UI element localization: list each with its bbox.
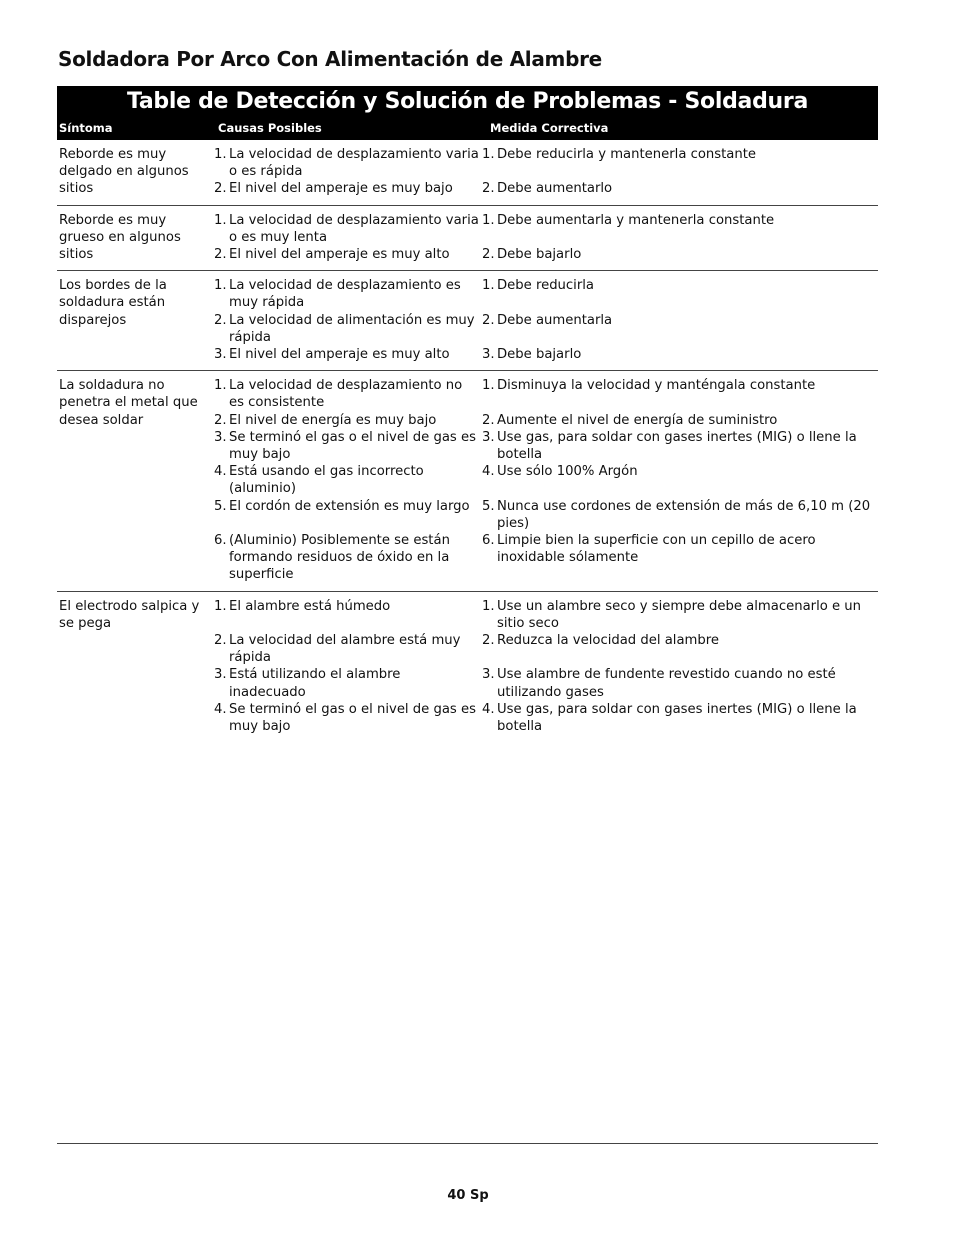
cause-text: La velocidad de desplazamiento varia o es rápida (229, 147, 479, 180)
table-body (57, 140, 878, 742)
table-banner (57, 86, 878, 140)
remedy-number: 4. (482, 701, 495, 717)
remedy-item (479, 463, 878, 497)
cause-number: 2. (214, 181, 227, 197)
cause-item (209, 346, 479, 363)
table-title: Table de Detección y Solución de Problemas - Soldadura (126, 89, 808, 114)
remedy-text: Aumente el nivel de energía de suministro (497, 412, 778, 428)
remedy-number: 1. (482, 378, 495, 394)
cause-text: El nivel de energía es muy bajo (229, 412, 437, 428)
remedy-item (479, 429, 878, 463)
cause-remedy-list (209, 277, 878, 363)
remedy-text: Use alambre de fundente revestido cuando no esté utilizando gases (497, 667, 836, 700)
table-row (57, 371, 878, 591)
remedy-text: Use un alambre seco y siempre debe almacenarlo e un sitio seco (497, 598, 862, 631)
cause-number: 1. (214, 278, 227, 294)
remedy-number: 2. (482, 181, 495, 197)
remedy-number: 5. (482, 498, 495, 514)
remedy-number: 1. (482, 278, 495, 294)
cause-remedy-pair (209, 180, 878, 197)
symptom-cell: La soldadura no penetra el metal que desea soldar (59, 378, 198, 428)
column-headers (57, 115, 878, 140)
cause-item (209, 277, 479, 311)
cause-text: La velocidad del alambre está muy rápida (229, 633, 461, 666)
page-heading: Soldadora Por Arco Con Alimentación de Alambre (58, 47, 602, 71)
cause-text: El nivel del amperaje es muy alto (229, 347, 450, 363)
remedy-item (479, 632, 878, 666)
remedy-item (479, 246, 878, 263)
cause-number: 2. (214, 312, 227, 328)
remedy-text: Debe aumentarla (497, 312, 613, 328)
footer-divider (57, 1143, 878, 1144)
cause-number: 4. (214, 464, 227, 480)
remedy-text: Debe aumentarlo (497, 181, 613, 197)
cause-remedy-list (209, 146, 878, 198)
remedy-text: Use gas, para soldar con gases inertes (MIG) o llene la botella (497, 429, 857, 463)
remedy-item (479, 498, 878, 532)
cause-item (209, 598, 479, 632)
remedy-number: 2. (482, 312, 495, 328)
cause-text: Se terminó el gas o el nivel de gas es muy bajo (229, 429, 476, 463)
cause-number: 6. (214, 533, 227, 549)
remedy-number: 1. (482, 598, 495, 614)
remedy-item (479, 180, 878, 197)
remedy-text: Disminuya la velocidad y manténgala constante (497, 378, 816, 394)
cause-remedy-pair (209, 666, 878, 700)
remedy-text: Debe reducirla y mantenerla constante (497, 147, 757, 162)
cause-remedy-list (209, 377, 878, 583)
cause-text: La velocidad de desplazamiento no es consistente (229, 378, 463, 411)
remedy-number: 6. (482, 533, 495, 549)
remedy-item (479, 277, 878, 311)
remedy-item (479, 412, 878, 429)
cause-item (209, 180, 479, 197)
cause-remedy-pair (209, 146, 878, 180)
remedy-number: 3. (482, 429, 495, 445)
cause-text: El alambre está húmedo (229, 598, 391, 614)
remedy-item (479, 377, 878, 411)
cause-item (209, 246, 479, 263)
symptom-cell: El electrodo salpica y se pega (59, 598, 200, 631)
cause-remedy-list (209, 212, 878, 264)
cause-number: 3. (214, 667, 227, 683)
cause-number: 5. (214, 498, 227, 514)
remedy-text: Debe aumentarla y mantenerla constante (497, 212, 775, 228)
cause-text: El nivel del amperaje es muy alto (229, 247, 450, 263)
symptom-cell: Reborde es muy delgado en algunos sitios (59, 147, 189, 197)
header-causes: Causas Posibles (218, 120, 322, 135)
cause-item (209, 312, 479, 346)
remedy-text: Use gas, para soldar con gases inertes (MIG) o llene la botella (497, 701, 857, 735)
cause-text: Está utilizando el alambre inadecuado (229, 667, 401, 700)
symptom-cell: Reborde es muy grueso en algunos sitios (59, 212, 181, 263)
cause-remedy-pair (209, 212, 878, 246)
table-row (57, 592, 878, 743)
cause-number: 2. (214, 412, 227, 428)
remedy-number: 2. (482, 633, 495, 649)
remedy-number: 2. (482, 412, 495, 428)
remedy-text: Debe bajarlo (497, 347, 582, 363)
cause-number: 4. (214, 701, 227, 717)
cause-item (209, 701, 479, 735)
header-symptom: Síntoma (59, 120, 113, 135)
cause-remedy-pair (209, 429, 878, 463)
symptom-cell: Los bordes de la soldadura están disparejos (59, 278, 167, 328)
cause-item (209, 666, 479, 700)
cause-number: 2. (214, 633, 227, 649)
remedy-text: Debe reducirla (497, 278, 594, 294)
cause-remedy-pair (209, 632, 878, 666)
cause-text: Está usando el gas incorrecto (aluminio) (229, 464, 424, 497)
remedy-item (479, 146, 878, 180)
cause-remedy-pair (209, 346, 878, 363)
table-row (57, 206, 878, 272)
cause-item (209, 377, 479, 411)
cause-remedy-pair (209, 498, 878, 532)
cause-remedy-pair (209, 701, 878, 735)
remedy-number: 1. (482, 212, 495, 228)
cause-remedy-pair (209, 532, 878, 584)
cause-number: 3. (214, 429, 227, 445)
cause-number: 1. (214, 598, 227, 614)
cause-text: La velocidad de alimentación es muy rápida (229, 312, 475, 345)
table-row (57, 140, 878, 206)
cause-text: Se terminó el gas o el nivel de gas es muy bajo (229, 701, 476, 735)
cause-remedy-pair (209, 312, 878, 346)
cause-item (209, 212, 479, 246)
cause-remedy-list (209, 598, 878, 736)
remedy-number: 3. (482, 347, 495, 363)
cause-remedy-pair (209, 412, 878, 429)
remedy-item (479, 666, 878, 700)
cause-item (209, 429, 479, 463)
cause-remedy-pair (209, 277, 878, 311)
cause-remedy-pair (209, 598, 878, 632)
remedy-text: Debe bajarlo (497, 247, 582, 263)
cause-item (209, 532, 479, 584)
cause-text: El cordón de extensión es muy largo (229, 498, 470, 514)
remedy-text: Use sólo 100% Argón (497, 464, 638, 480)
troubleshooting-table (57, 86, 878, 742)
remedy-item (479, 532, 878, 584)
cause-item (209, 463, 479, 497)
remedy-item (479, 701, 878, 735)
cause-number: 1. (214, 147, 227, 162)
remedy-item (479, 346, 878, 363)
cause-number: 3. (214, 347, 227, 363)
remedy-text: Reduzca la velocidad del alambre (497, 633, 720, 649)
remedy-item (479, 312, 878, 346)
remedy-item (479, 598, 878, 632)
remedy-number: 2. (482, 247, 495, 263)
page-number: 40 Sp (447, 1188, 489, 1203)
cause-text: La velocidad de desplazamiento es muy rápida (229, 278, 461, 311)
cause-number: 1. (214, 212, 227, 228)
cause-remedy-pair (209, 246, 878, 263)
remedy-text: Nunca use cordones de extensión de más de 6,10 m (20 pies) (497, 498, 871, 531)
cause-number: 2. (214, 247, 227, 263)
cause-item (209, 412, 479, 429)
remedy-item (479, 212, 878, 246)
remedy-number: 3. (482, 667, 495, 683)
cause-remedy-pair (209, 377, 878, 411)
cause-text: (Aluminio) Posiblemente se están formando residuos de óxido en la superficie (229, 533, 450, 583)
cause-item (209, 632, 479, 666)
cause-item (209, 498, 479, 532)
cause-text: El nivel del amperaje es muy bajo (229, 181, 453, 197)
cause-text: La velocidad de desplazamiento varia o es muy lenta (229, 212, 479, 245)
cause-item (209, 146, 479, 180)
header-remedy: Medida Correctiva (490, 120, 609, 135)
remedy-text: Limpie bien la superficie con un cepillo de acero inoxidable sólamente (497, 533, 816, 566)
cause-remedy-pair (209, 463, 878, 497)
cause-number: 1. (214, 378, 227, 394)
remedy-number: 1. (482, 147, 495, 162)
remedy-number: 4. (482, 464, 495, 480)
table-row (57, 271, 878, 371)
